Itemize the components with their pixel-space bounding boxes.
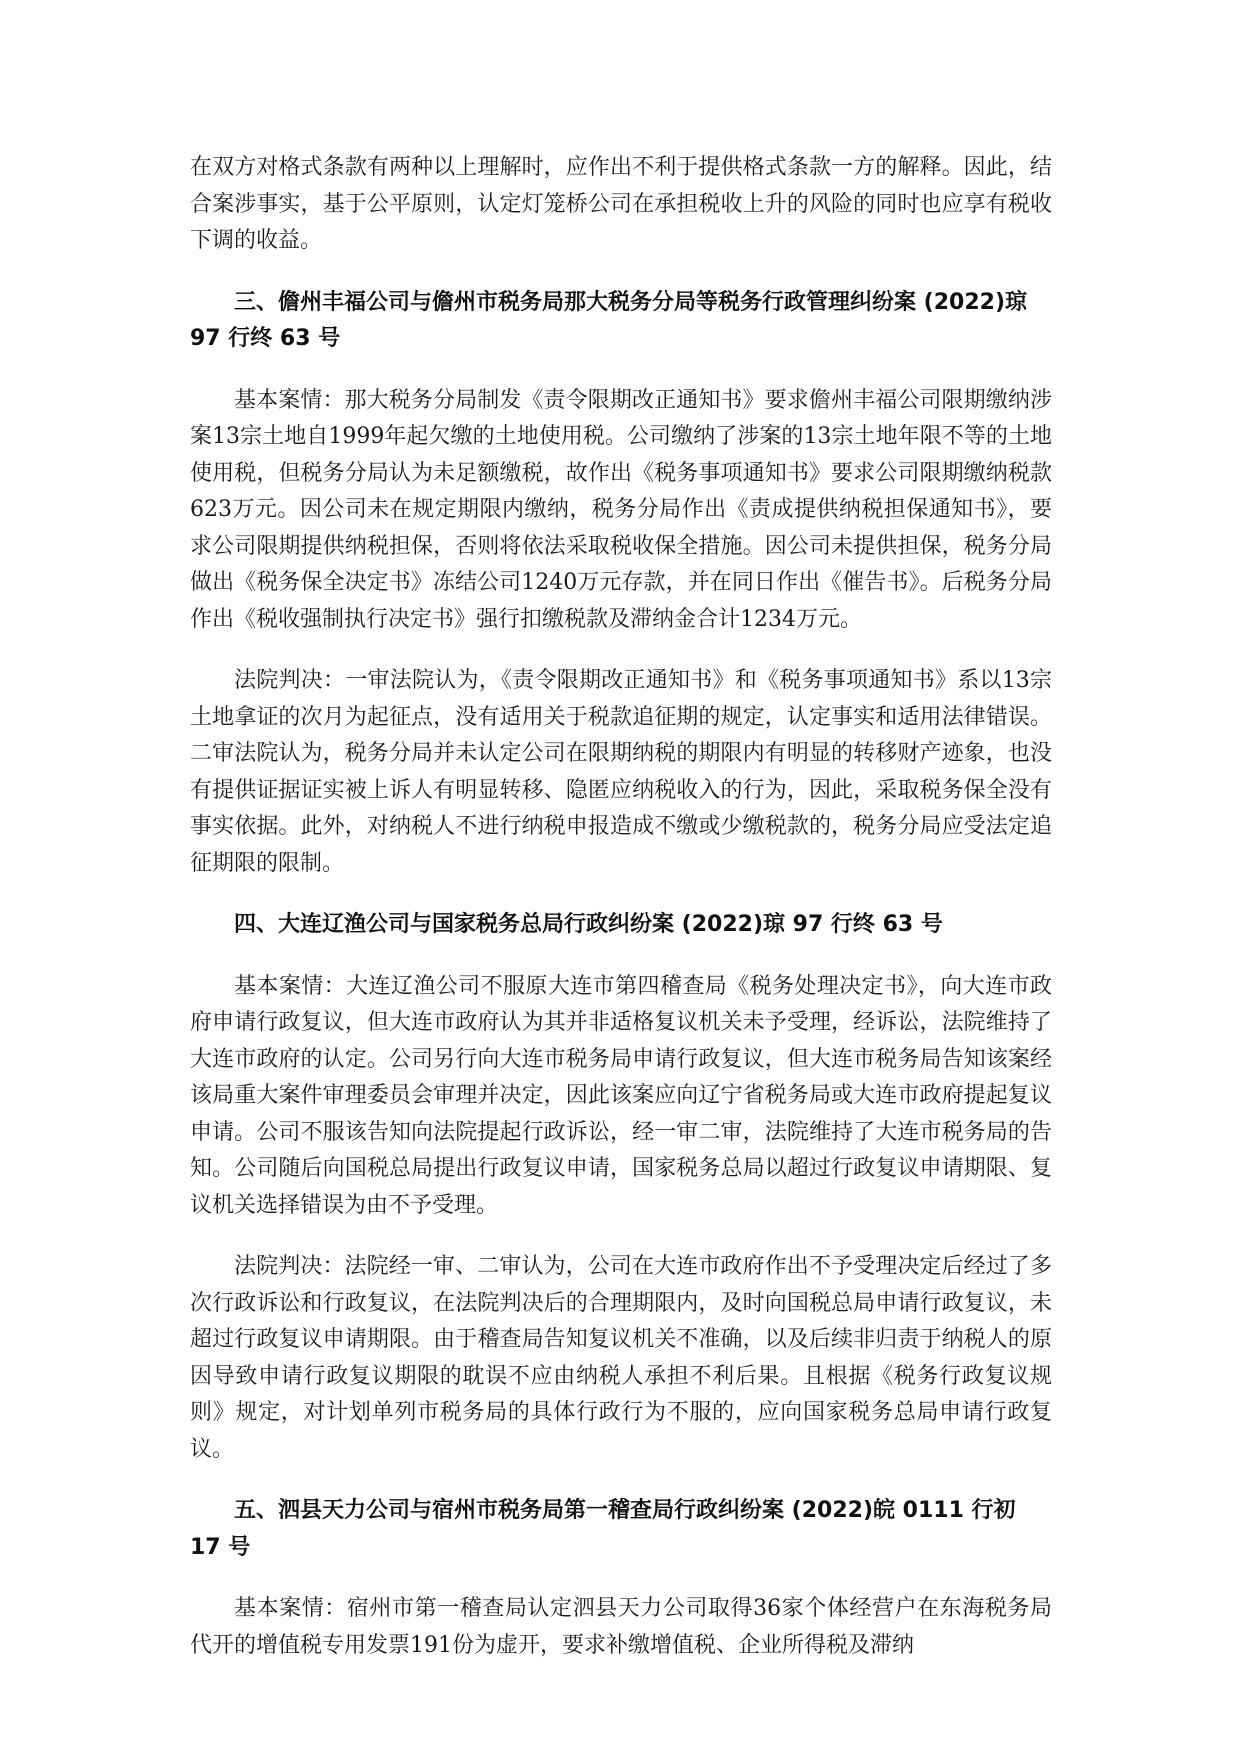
case-heading: 五、泗县天力公司与宿州市税务局第一稽查局行政纠纷案 (2022)皖 0111 行初 17 号 <box>190 1498 1016 1560</box>
case-section-5 <box>190 1493 1052 1664</box>
case-heading: 三、儋州丰福公司与儋州市税务局那大税务分局等税务行政管理纠纷案 (2022)琼 97 行终 63 号 <box>190 289 1028 351</box>
intro-paragraph: 在双方对格式条款有两种以上理解时，应作出不利于提供格式条款一方的解释。因此，结合案涉事实，基于公平原则，认定灯笼桥公司在承担税收上升的风险的同时也应享有税收下调的收益。 <box>190 155 1052 253</box>
document-body <box>190 150 1052 1689</box>
case-facts-paragraph: 基本案情：那大税务分局制发《责令限期改正通知书》要求儋州丰福公司限期缴纳涉案13宗土地自1999年起欠缴的土地使用税。公司缴纳了涉案的13宗土地年限不等的土地使用税，但税务分局认为未足额缴税，故作出《税务事项通知书》要求公司限期缴纳税款623万元。因公司未在规定期限内缴纳，税务分局作出《责成提供纳税担保通知书》，要求公司限期提供纳税担保，否则将依法采取税收保全措施。因公司未提供担保，税务分局做出《税务保全决定书》冻结公司1240万元存款，并在同日作出《催告书》。后税务分局作出《税收强制执行决定书》强行扣缴税款及滞纳金合计1234万元。 <box>190 387 1052 632</box>
case-judgment-paragraph: 法院判决：法院经一审、二审认为，公司在大连市政府作出不予受理决定后经过了多次行政诉讼和行政复议，在法院判决后的合理期限内，及时向国税总局申请行政复议，未超过行政复议申请期限。由于稽查局告知复议机关不准确，以及后续非归责于纳税人的原因导致申请行政复议期限的耽误不应由纳税人承担不利后果。且根据《税务行政复议规则》规定，对计划单列市税务局的具体行政行为不服的，应向国家税务总局申请行政复议。 <box>190 1254 1052 1462</box>
case-facts-paragraph: 基本案情：宿州市第一稽查局认定泗县天力公司取得36家个体经营户在东海税务局代开的增值税专用发票191份为虚开，要求补缴增值税、企业所得税及滞纳 <box>190 1596 1052 1658</box>
case-section-4 <box>190 907 1052 1468</box>
case-heading: 四、大连辽渔公司与国家税务总局行政纠纷案 (2022)琼 97 行终 63 号 <box>234 912 943 937</box>
case-facts-paragraph: 基本案情：大连辽渔公司不服原大连市第四稽查局《税务处理决定书》，向大连市政府申请行政复议，但大连市政府认为其并非适格复议机关未予受理，经诉讼，法院维持了大连市政府的认定。公司另行向大连市税务局申请行政复议，但大连市税务局告知该案经该局重大案件审理委员会审理并决定，因此该案应向辽宁省税务局或大连市政府提起复议申请。公司不服该告知向法院提起行政诉讼，经一审二审，法院维持了大连市税务局的告知。公司随后向国税总局提出行政复议申请，国家税务总局以超过行政复议申请期限、复议机关选择错误为由不予受理。 <box>190 973 1052 1218</box>
case-section-3 <box>190 285 1052 883</box>
case-judgment-paragraph: 法院判决：一审法院认为，《责令限期改正通知书》和《税务事项通知书》系以13宗土地拿证的次月为起征点，没有适用关于税款追征期的规定，认定事实和适用法律错误。二审法院认为，税务分局并未认定公司在限期纳税的期限内有明显的转移财产迹象，也没有提供证据证实被上诉人有明显转移、隐匿应纳税收入的行为，因此，采取税务保全没有事实依据。此外，对纳税人不进行纳税申报造成不缴或少缴税款的，税务分局应受法定追征期限的限制。 <box>190 668 1052 876</box>
